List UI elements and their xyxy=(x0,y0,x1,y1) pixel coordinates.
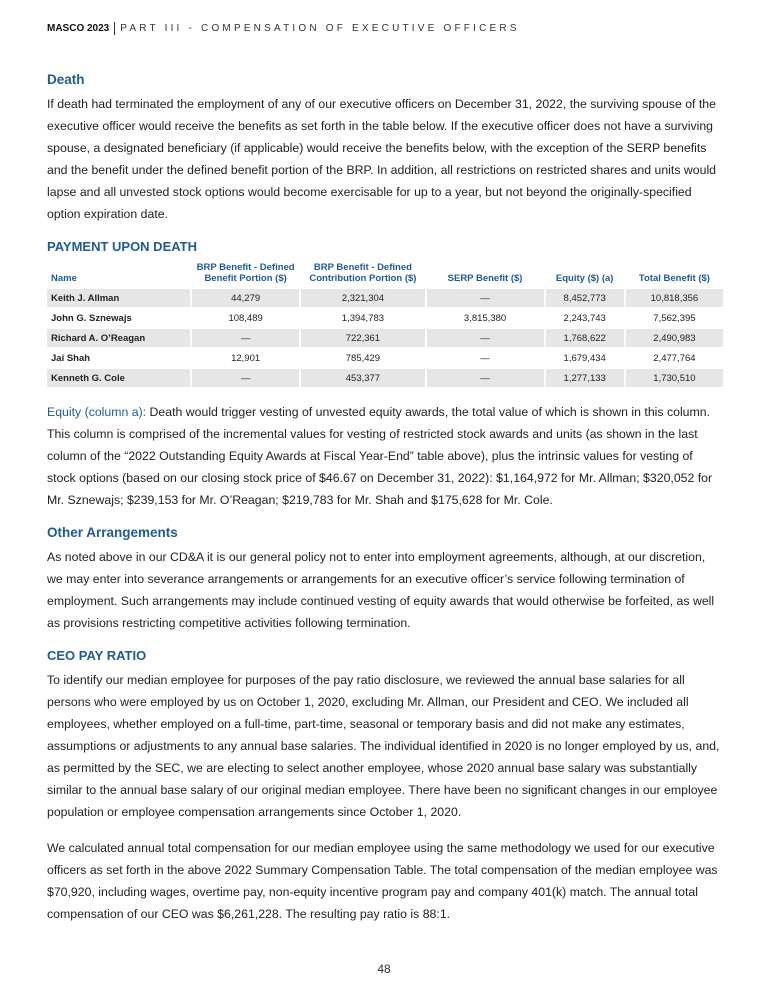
header-divider xyxy=(114,22,115,35)
value-cell: — xyxy=(426,348,545,368)
column-header: BRP Benefit - Defined Benefit Portion ($) xyxy=(191,260,300,288)
value-cell: 2,477,764 xyxy=(625,348,723,368)
equity-note-label: Equity (column a): xyxy=(47,405,147,419)
value-cell: 10,818,356 xyxy=(625,288,723,308)
running-header xyxy=(47,22,520,35)
officer-name-cell: Keith J. Allman xyxy=(47,288,191,308)
value-cell: 1,768,622 xyxy=(545,328,625,348)
section-title: PART III - COMPENSATION OF EXECUTIVE OFFICERS xyxy=(120,23,520,34)
value-cell: 2,490,983 xyxy=(625,328,723,348)
table-header-row xyxy=(47,260,723,288)
other-arrangements-paragraph: As noted above in our CD&A it is our general policy not to enter into employment agreements, although, at our discretion, we may enter into severance arrangements or arrangements for an executive officer’s service following termination of employment. Such arrangements may include continued vesting of equity awards that would otherwise be forfeited, as well as provisions restricting competitive activities following termination. xyxy=(47,550,715,630)
page-number: 48 xyxy=(377,962,391,976)
officer-name-cell: Jai Shah xyxy=(47,348,191,368)
table-title: PAYMENT UPON DEATH xyxy=(47,239,197,254)
death-paragraph: If death had terminated the employment of any of our executive officers on December 31, 2022, the surviving spouse of the executive officer would receive the benefits as set forth in the table below. If the executive officer does not have a surviving spouse, a designated beneficiary (if applicable) would receive the benefits below, with the exception of the SERP benefits and the benefit under the defined benefit portion of the BRP. In addition, all restrictions on restricted shares and units would lapse and all unvested stock options would become exercisable for up to a year, but not beyond the originally-specified option expiration date. xyxy=(47,97,717,221)
death-heading: Death xyxy=(47,72,85,87)
value-cell: — xyxy=(426,288,545,308)
value-cell: — xyxy=(191,328,300,348)
payment-upon-death-table xyxy=(47,260,723,387)
table-row xyxy=(47,328,723,348)
officer-name-cell: Kenneth G. Cole xyxy=(47,368,191,387)
column-header: BRP Benefit - Defined Contribution Portion ($) xyxy=(300,260,425,288)
officer-name-cell: Richard A. O’Reagan xyxy=(47,328,191,348)
other-arrangements-heading: Other Arrangements xyxy=(47,525,178,540)
value-cell: 44,279 xyxy=(191,288,300,308)
value-cell: 2,243,743 xyxy=(545,308,625,328)
value-cell: 1,277,133 xyxy=(545,368,625,387)
table-row xyxy=(47,288,723,308)
value-cell: 722,361 xyxy=(300,328,425,348)
ceo-paragraph-2: We calculated annual total compensation for our median employee using the same methodology we used for our executive officers as set forth in the above 2022 Summary Compensation Table. The total compensation of the median employee was $70,920, including wages, overtime pay, non-equity incentive program pay and company 401(k) match. The annual total compensation of our CEO was $6,261,228. The resulting pay ratio is 88:1. xyxy=(47,841,718,921)
value-cell: 785,429 xyxy=(300,348,425,368)
table-row xyxy=(47,348,723,368)
ceo-paragraph-1: To identify our median employee for purposes of the pay ratio disclosure, we reviewed the annual base salaries for all persons who were employed by us on October 1, 2020, excluding Mr. Allman, our President and CEO. We included all employees, whether employed on a full-time, part-time, seasonal or temporary basis and did not make any estimates, assumptions or adjustments to any annual base salaries. The individual identified in 2020 is no longer employed by us, and, as permitted by the SEC, we are electing to select another employee, whose 2020 annual base salary was substantially similar to the annual base salary of our original median employee. There have been no significant changes in our employee population or employee compensation arrangements since October 1, 2020. xyxy=(47,673,720,819)
value-cell: — xyxy=(426,368,545,387)
value-cell: 3,815,380 xyxy=(426,308,545,328)
value-cell: 1,730,510 xyxy=(625,368,723,387)
column-header: Equity ($) (a) xyxy=(545,260,625,288)
column-header: SERP Benefit ($) xyxy=(426,260,545,288)
column-header: Total Benefit ($) xyxy=(625,260,723,288)
value-cell: 453,377 xyxy=(300,368,425,387)
value-cell: 12,901 xyxy=(191,348,300,368)
brand-label: MASCO 2023 xyxy=(47,23,110,34)
column-header: Name xyxy=(51,273,77,284)
officer-name-cell: John G. Sznewajs xyxy=(47,308,191,328)
table-row xyxy=(47,368,723,387)
value-cell: 1,394,783 xyxy=(300,308,425,328)
value-cell: — xyxy=(191,368,300,387)
value-cell: 2,321,304 xyxy=(300,288,425,308)
value-cell: 108,489 xyxy=(191,308,300,328)
ceo-pay-ratio-heading: CEO PAY RATIO xyxy=(47,648,147,663)
value-cell: 7,562,395 xyxy=(625,308,723,328)
value-cell: 8,452,773 xyxy=(545,288,625,308)
value-cell: — xyxy=(426,328,545,348)
value-cell: 1,679,434 xyxy=(545,348,625,368)
equity-note-text: Death would trigger vesting of unvested equity awards, the total value of which is shown in this column. This column is comprised of the incremental values for vesting of restricted stock awards and units (as shown in the last column of the “2022 Outstanding Equity Awards at Fiscal Year-End” table above), plus the intrinsic values for vesting of stock options (based on our closing stock price of $46.67 on December 31, 2022): $1,164,972 for Mr. Allman; $320,052 for Mr. Sznewajs; $239,153 for Mr. O’Reagan; $219,783 for Mr. Shah and $175,628 for Mr. Cole. xyxy=(47,405,713,507)
content xyxy=(47,72,723,939)
table-row xyxy=(47,308,723,328)
equity-note xyxy=(47,401,723,511)
